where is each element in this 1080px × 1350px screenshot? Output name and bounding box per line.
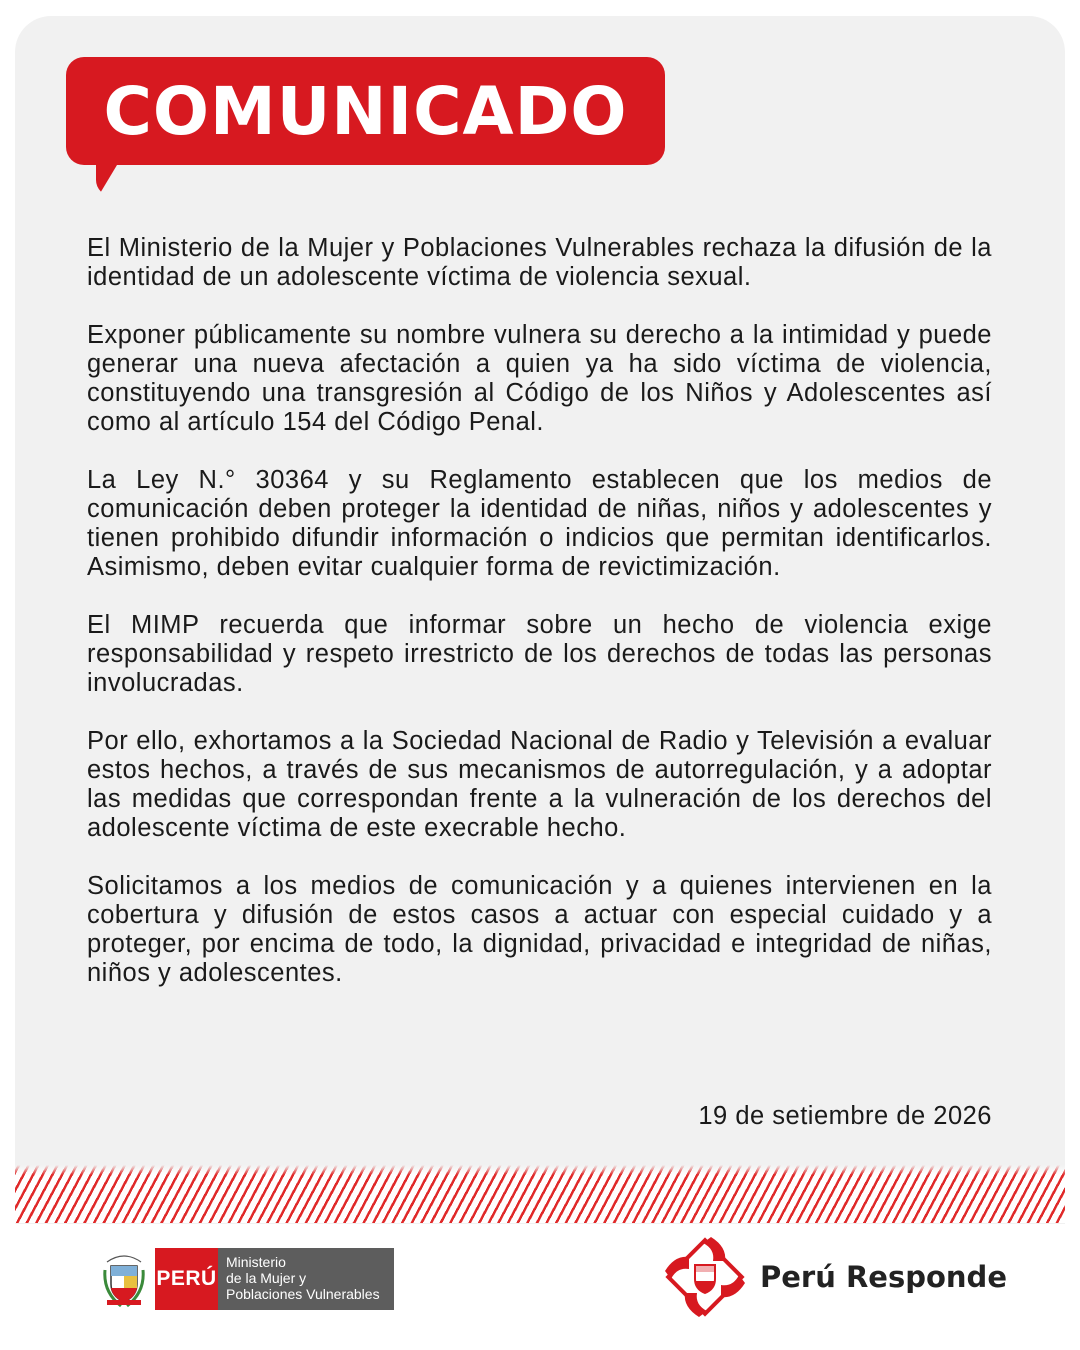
peru-label: PERÚ [155, 1248, 218, 1310]
ministry-name [218, 1248, 394, 1310]
ministry-line-1: Ministerio [226, 1254, 286, 1270]
mimp-logo [103, 1248, 394, 1310]
coat-of-arms-icon [103, 1248, 145, 1310]
ministry-line-3: Poblaciones Vulnerables [226, 1286, 380, 1302]
paragraph-2: Exponer públicamente su nombre vulnera su derecho a la intimidad y puede generar una nueva afectación a quien ya ha sido víctima de violencia, constituyendo una transgresión al Código de los Niños y Adolescentes así como al artículo 154 del Código Penal. [87, 321, 992, 436]
peru-responde-emblem-icon [660, 1232, 750, 1322]
stripes-fade [15, 1165, 1065, 1175]
peru-responde-label: Perú Responde [760, 1260, 1007, 1294]
ministry-line-2: de la Mujer y [226, 1270, 307, 1286]
paragraph-1: El Ministerio de la Mujer y Poblaciones Vulnerables rechaza la difusión de la identidad de un adolescente víctima de violencia sexual. [87, 234, 992, 291]
paragraph-3: La Ley N.° 30364 y su Reglamento establecen que los medios de comunicación deben proteger la identidad de niñas, niños y adolescentes y tienen prohibido difundir información o indicios que permitan identificarlos. Asimismo, deben evitar cualquier forma de revictimización. [87, 466, 992, 581]
peru-responde-logo [660, 1232, 1007, 1322]
paragraph-5: Por ello, exhortamos a la Sociedad Nacional de Radio y Televisión a evaluar estos hechos, a través de sus mecanismos de autorregulación, y a adoptar las medidas que correspondan frente a la vulneración de los derechos del adolescente víctima de este execrable hecho. [87, 727, 992, 842]
communique-date: 19 de setiembre de 2026 [698, 1102, 992, 1130]
paragraph-4: El MIMP recuerda que informar sobre un hecho de violencia exige responsabilidad y respeto irrestricto de los derechos de todas las personas involucradas. [87, 611, 992, 697]
communique-body [87, 234, 992, 1017]
paragraph-6: Solicitamos a los medios de comunicación y a quienes intervienen en la cobertura y difusión de estos casos a actuar con especial cuidado y a proteger, por encima de todo, la dignidad, privacidad e integridad de niñas, niños y adolescentes. [87, 872, 992, 987]
title-banner [66, 57, 665, 165]
page-title: COMUNICADO [103, 72, 628, 150]
